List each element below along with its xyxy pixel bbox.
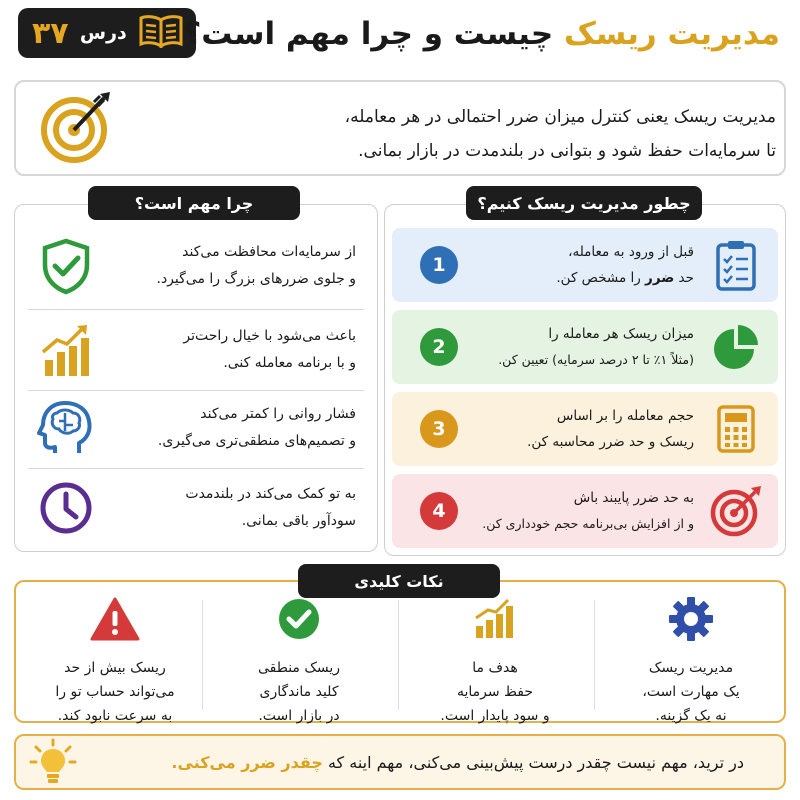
key-points-title: نکات کلیدی: [298, 564, 500, 598]
clock-icon: [26, 480, 106, 536]
step-text-part: حد: [674, 270, 694, 286]
divider: [28, 309, 364, 310]
why-item: [16, 314, 376, 386]
key-point-text: [642, 656, 739, 728]
footer-text-highlight: چقدر ضرر می‌کنی.: [171, 752, 323, 772]
divider: [28, 390, 364, 391]
why-item-line: و تصمیم‌های منطقی‌تری می‌گیری.: [157, 433, 356, 449]
key-point-line: کلید ماندگاری: [259, 684, 339, 700]
lightbulb-icon: [28, 738, 78, 790]
page-title: [183, 8, 780, 60]
why-item-line: و با برنامه معامله کنی.: [223, 355, 356, 371]
why-item-line: سودآور باقی بمانی.: [241, 513, 356, 529]
lesson-badge: [18, 8, 196, 58]
footer-text: [171, 734, 744, 790]
brain-head-icon: [26, 399, 106, 457]
key-point-line: ریسک بیش از حد: [64, 660, 166, 676]
key-point-line: و سود پایدار است.: [440, 708, 550, 724]
how-title: چطور مدیریت ریسک کنیم؟: [466, 186, 702, 220]
key-point-text: [258, 656, 340, 728]
divider: [28, 468, 364, 469]
step-text: [476, 485, 706, 537]
why-title: چرا مهم است؟: [88, 186, 300, 220]
why-item-text: [106, 323, 376, 377]
step-text-part: را مشخص کن.: [556, 270, 646, 286]
step-line: [476, 265, 694, 291]
key-point-line: حفظ سرمایه: [456, 684, 534, 700]
check-circle-icon: [276, 596, 322, 646]
step-card: [392, 310, 778, 384]
key-point: [204, 596, 394, 728]
why-item-line: باعث می‌شود با خیال راحت‌تر: [183, 328, 356, 344]
step-number: 4: [420, 492, 458, 530]
why-item: [16, 472, 376, 544]
step-line: به حد ضرر پایبند باش: [573, 490, 694, 506]
footer-text-main: در ترید، مهم نیست چقدر درست پیش‌بینی می‌کنی، مهم اینه که: [322, 752, 744, 772]
book-icon: [138, 14, 184, 52]
why-item-text: [106, 401, 376, 455]
lesson-number: ۳۷: [32, 15, 69, 51]
page-title-highlight: مدیریت ریسک: [563, 16, 780, 52]
step-line: قبل از ورود به معامله،: [568, 244, 694, 260]
target-icon: [706, 484, 766, 538]
step-card: [392, 228, 778, 302]
step-line: و از افزایش بی‌برنامه حجم خودداری کن.: [482, 516, 694, 531]
pie-chart-icon: [706, 323, 766, 371]
step-number: 2: [420, 328, 458, 366]
why-item-line: از سرمایه‌ات محافظت می‌کند: [182, 244, 356, 260]
why-item-line: به تو کمک می‌کند در بلندمدت: [185, 486, 356, 502]
key-point: [20, 596, 210, 728]
why-item: [16, 392, 376, 464]
step-card: [392, 474, 778, 548]
key-point-line: در بازار است.: [258, 708, 340, 724]
key-point-text: [55, 656, 174, 728]
intro-line: مدیریت ریسک یعنی کنترل میزان ضرر احتمالی در هر معامله،: [344, 107, 776, 127]
shield-check-icon: [26, 237, 106, 295]
key-point: [400, 596, 590, 728]
key-point-line: مدیریت ریسک: [648, 660, 734, 676]
why-item: [16, 230, 376, 302]
lesson-label: درس: [79, 22, 127, 44]
warning-icon: [90, 596, 140, 646]
intro-text: [156, 100, 776, 168]
key-point-text: [440, 656, 549, 728]
step-line: (مثلاً ۱٪ تا ۲ درصد سرمایه) تعیین کن.: [498, 352, 694, 367]
growth-chart-icon: [26, 322, 106, 378]
step-emphasis: ضرر: [645, 270, 675, 286]
step-number: 1: [420, 246, 458, 284]
divider: [398, 600, 399, 710]
step-text: [476, 403, 706, 455]
bar-chart-icon: [472, 596, 518, 646]
key-point-line: هدف ما: [472, 660, 518, 676]
gear-icon: [668, 596, 714, 646]
key-point-line: می‌تواند حساب تو را: [55, 684, 175, 700]
step-text: [476, 239, 706, 291]
checklist-icon: [706, 239, 766, 291]
step-line: میزان ریسک هر معامله را: [548, 326, 694, 342]
why-item-line: فشار روانی را کمتر می‌کند: [200, 406, 356, 422]
why-item-text: [106, 239, 376, 293]
step-number: 3: [420, 410, 458, 448]
step-text: [476, 321, 706, 373]
key-point-line: ریسک منطقی: [257, 660, 341, 676]
intro-line: تا سرمایه‌ات حفظ شود و بتوانی در بلندمدت در بازار بمانی.: [358, 141, 776, 161]
key-point-line: نه یک گزینه.: [655, 708, 727, 724]
step-card: [392, 392, 778, 466]
why-item-line: و جلوی ضررهای بزرگ را می‌گیرد.: [156, 271, 356, 287]
target-arrow-icon: [38, 88, 116, 170]
why-item-text: [106, 481, 376, 535]
step-line: ریسک و حد ضرر محاسبه کن.: [527, 434, 694, 450]
step-line: حجم معامله را بر اساس: [556, 408, 694, 424]
key-point-line: یک مهارت است،: [642, 684, 740, 700]
key-point: [596, 596, 786, 728]
key-point-line: به سرعت نابود کند.: [57, 708, 173, 724]
page-title-rest: چیست و چرا مهم است؟: [183, 16, 564, 52]
calculator-icon: [706, 404, 766, 454]
divider: [594, 600, 595, 710]
